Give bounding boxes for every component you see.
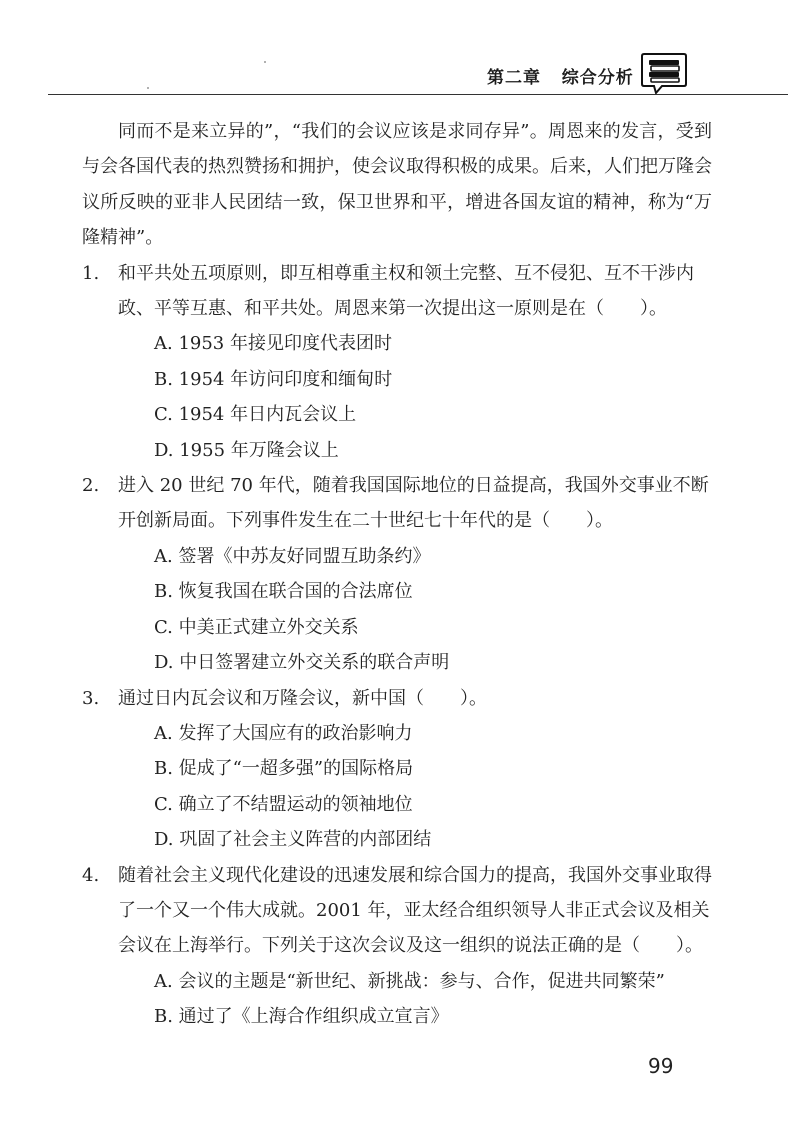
question-3 xyxy=(82,681,712,858)
option-c: C. 中美正式建立外交关系 xyxy=(154,616,359,638)
question-number: 1. xyxy=(82,262,100,284)
option-a: A. 会议的主题是“新世纪、新挑战：参与、合作，促进共同繁荣” xyxy=(154,970,665,992)
books-icon xyxy=(640,48,688,96)
question-4 xyxy=(82,858,712,1035)
page-body xyxy=(82,114,712,1035)
option-a: A. 1953 年接见印度代表团时 xyxy=(154,333,392,355)
option-b: B. 1954 年访问印度和缅甸时 xyxy=(154,368,393,390)
scan-speck xyxy=(147,87,149,89)
option-c: C. 1954 年日内瓦会议上 xyxy=(154,404,357,426)
section-label: 综合分析 xyxy=(561,68,634,88)
option-c: C. 确立了不结盟运动的领袖地位 xyxy=(154,793,413,815)
option-d: D. 1955 年万隆会议上 xyxy=(154,439,339,461)
question-stem: 通过日内瓦会议和万隆会议，新中国（ ）。 xyxy=(118,687,487,709)
header-rule xyxy=(48,94,788,95)
option-a: A. 发挥了大国应有的政治影响力 xyxy=(154,722,413,744)
option-d: D. 巩固了社会主义阵营的内部团结 xyxy=(154,829,432,851)
scan-speck xyxy=(264,61,266,63)
page-number: 99 xyxy=(648,1054,674,1078)
option-b: B. 通过了《上海合作组织成立宣言》 xyxy=(154,1006,449,1028)
question-stem: 进入 20 世纪 70 年代，随着我国国际地位的日益提高，我国外交事业不断开创新局面。下列事件发生在二十世纪七十年代的是（ ）。 xyxy=(118,475,709,532)
question-2 xyxy=(82,468,712,680)
chapter-label: 第二章 xyxy=(487,68,541,88)
question-number: 3. xyxy=(82,687,100,709)
question-number: 4. xyxy=(82,864,100,886)
option-b: B. 恢复我国在联合国的合法席位 xyxy=(154,581,413,603)
option-a: A. 签署《中苏友好同盟互助条约》 xyxy=(154,545,431,567)
question-number: 2. xyxy=(82,475,100,497)
option-b: B. 促成了“一超多强”的国际格局 xyxy=(154,758,414,780)
running-header xyxy=(487,63,634,88)
option-d: D. 中日签署建立外交关系的联合声明 xyxy=(154,652,450,674)
question-stem: 和平共处五项原则，即互相尊重主权和领土完整、互不侵犯、互不干涉内政、平等互惠、和平共处。周恩来第一次提出这一原则是在（ ）。 xyxy=(118,262,694,320)
question-1 xyxy=(82,256,712,468)
intro-paragraph: 同而不是来立异的”，“我们的会议应该是求同存异”。周恩来的发言，受到与会各国代表的热烈赞扬和拥护，使会议取得积极的成果。后来，人们把万隆会议所反映的亚非人民团结一致，保卫世界和平，增进各国友谊的精神，称为“万隆精神”。 xyxy=(82,121,712,249)
question-stem: 随着社会主义现代化建设的迅速发展和综合国力的提高，我国外交事业取得了一个又一个伟大成就。2001 年，亚太经合组织领导人非正式会议及相关会议在上海举行。下列关于这次会议及这一组织的说法正确的是（ ）。 xyxy=(118,864,712,957)
